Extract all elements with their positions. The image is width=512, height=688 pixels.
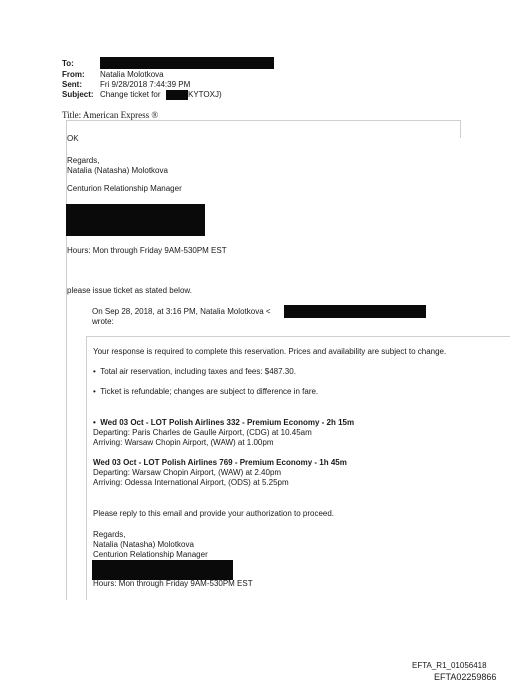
sent-label: Sent: <box>62 80 82 89</box>
bullet-1-text: Total air reservation, including taxes and fees: $487.30. <box>100 367 296 376</box>
bullet-dot-icon: • <box>93 367 101 376</box>
to-label: To: <box>62 59 74 68</box>
flight-2-title: Wed 03 Oct - LOT Polish Airlines 769 - Premium Economy - 1h 45m <box>93 458 347 467</box>
quoted-notice: Your response is required to complete this reservation. Prices and availability are subject to change. <box>93 347 447 356</box>
quoted-intro-line2: wrote: <box>92 317 114 326</box>
bullet-2 <box>93 387 318 396</box>
flight-2-arrive: Arriving: Odessa International Airport, (ODS) at 5.25pm <box>93 478 289 487</box>
flight-1-title-text: Wed 03 Oct - LOT Polish Airlines 332 - Premium Economy - 2h 15m <box>100 418 355 427</box>
bullet-1 <box>93 367 296 376</box>
redacted-contact-block <box>66 204 205 236</box>
subject-label: Subject: <box>62 90 94 99</box>
redacted-signature-block <box>92 560 233 580</box>
quoted-intro-line1: On Sep 28, 2018, at 3:16 PM, Natalia Molotkova < <box>92 307 271 316</box>
quoted-top-border <box>86 336 510 337</box>
reply-ok: OK <box>67 134 79 143</box>
flight-1-arrive: Arriving: Warsaw Chopin Airport, (WAW) at 1.00pm <box>93 438 274 447</box>
reply-role: Centurion Relationship Manager <box>67 184 182 193</box>
bates-code-1: EFTA_R1_01056418 <box>412 661 487 670</box>
redacted-recipient <box>100 57 274 69</box>
redacted-email-address <box>284 305 426 318</box>
reply-hours: Hours: Mon through Friday 9AM-530PM EST <box>67 246 227 255</box>
flight-2-depart: Departing: Warsaw Chopin Airport, (WAW) at 2.40pm <box>93 468 282 477</box>
from-label: From: <box>62 70 85 79</box>
bullet-dot-icon: • <box>93 387 101 396</box>
redacted-subject-name <box>166 90 188 100</box>
sent-value: Fri 9/28/2018 7:44:39 PM <box>100 80 191 89</box>
reply-regards: Regards, <box>67 156 100 165</box>
quoted-role: Centurion Relationship Manager <box>93 550 208 559</box>
quoted-hours: Hours: Mon through Friday 9AM-530PM EST <box>93 579 253 588</box>
subject-prefix: Change ticket for <box>100 90 161 99</box>
quoted-regards: Regards, <box>93 530 126 539</box>
reply-request: Please reply to this email and provide your authorization to proceed. <box>93 509 335 518</box>
from-value: Natalia Molotkova <box>100 70 164 79</box>
flight-1-depart: Departing: Paris Charles de Gaulle Airport, (CDG) at 10.45am <box>93 428 312 437</box>
message-right-border <box>460 120 461 138</box>
quoted-left-border <box>86 336 87 600</box>
subject-suffix: KYTOXJ) <box>188 90 222 99</box>
bullet-dot-icon: • <box>93 418 101 427</box>
message-top-border <box>66 120 460 121</box>
flight-1-title <box>93 418 354 427</box>
bates-code-2: EFTA02259866 <box>434 672 497 682</box>
instruction-text: please issue ticket as stated below. <box>67 286 192 295</box>
reply-name: Natalia (Natasha) Molotkova <box>67 166 168 175</box>
bullet-2-text: Ticket is refundable; changes are subject to difference in fare. <box>100 387 319 396</box>
quoted-name: Natalia (Natasha) Molotkova <box>93 540 194 549</box>
title-line: Title: American Express ® <box>62 110 159 120</box>
